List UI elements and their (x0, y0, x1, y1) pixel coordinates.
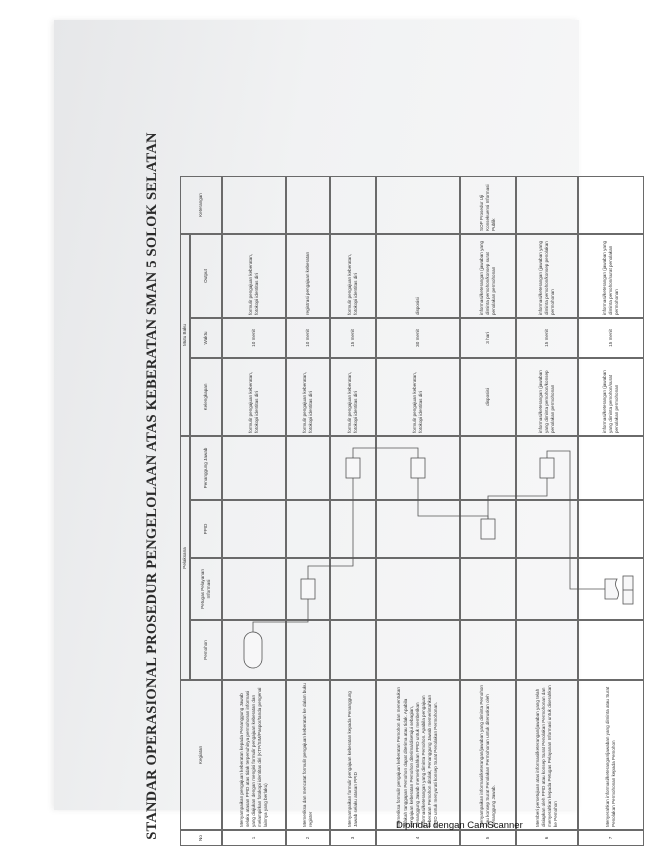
row-5-keterangan: SOP Prosedur Uji Konsekuensi Informasi Publik (460, 176, 516, 234)
row-1-kegiatan: Menyampaikan pengajuan keberatan kepada Penanggung Jawab selaku atasan PPID atas tidak terpenuhinya permohonan informasi yang diajukan dengan mengisi formulir pengajuan keberatan dan melampirkan fotokopi identitas diri (KTP/SIM/Paspor/tanda pengenal lainnya yang berlaku) (222, 680, 286, 830)
row-4-output: disposisi (376, 234, 460, 318)
process-box-3 (346, 458, 360, 478)
connector-2-3 (308, 478, 353, 579)
row-3-waktu: 15 menit (330, 318, 376, 358)
header-petugas: Petugas Pelayanan Informasi (190, 558, 222, 620)
row-4-kegiatan: Memeriksa formulir pengajuan keberatan Pemohon dan menentukan apakah tanggapan Pemohon dapat diterima atau tidak. Apabila pengajuan keberatan Pemohon diterima/disetujui sebagian, Penanggung Jawab memerintahkan PPID untuk memberikan informasi/keterangan yang diminta Pemohon. Apabila pengajuan keberatan Pemohon ditolak, Penanggung Jawab memerintahkan PPID untuk menyurati konsep Surat Penolakan Permohonan. (376, 680, 460, 830)
row-2-no: 2 (286, 830, 330, 846)
document-title: STANDAR OPERASIONAL PROSEDUR PENGELOLAAN ATAS KEBERATAN SMAN 5 SOLOK SELATAN (144, 132, 160, 840)
row-2-kelengkapan: formulir pengajuan keberatan, fotokopi identitas diri (286, 358, 330, 436)
header-waktu: Waktu (190, 318, 222, 358)
row-6-no: 6 (516, 830, 578, 846)
row-5-kegiatan: Menyampaikan informasi/keterangan/jawaban yang diminta Pemohon atau konsep Surat Penolakan Permohonan untuk diteruskan oleh Penanggung Jawab. (460, 680, 516, 830)
row-1-kelengkapan: formulir pengajuan keberatan, fotokopi identitas diri (222, 358, 286, 436)
row-1-waktu: 10 menit (222, 318, 286, 358)
row-3-kegiatan: Menyampaikan formulir pengajuan keberatan kepada Penanggung Jawab selaku atasan PPID (330, 680, 376, 830)
camscanner-watermark: Dipindai dengan CamScanner (396, 820, 523, 831)
header-penanggung-jawab: Penanggung Jawab (190, 436, 222, 500)
row-7-waktu: 15 menit (578, 318, 644, 358)
flowchart (180, 176, 650, 846)
row-7-kelengkapan: informasi/keterangan (jawaban yang diminta pemohon/surat penolakan permohonan (578, 358, 644, 436)
row-1-no: 1 (222, 830, 286, 846)
row-5-output: informasi/keterangan (jawaban yang diminta pemohon/konsep surat penolakan permohonan (460, 234, 516, 318)
header-ppid: PPID (190, 500, 222, 558)
row-6-kelengkapan: informasi/keterangan (jawaban yang diminta pemohon/konsep penolakan permohonan (516, 358, 578, 436)
row-2-kegiatan: Memeriksa dan mencatat formulir pengajuan keberatan ke dalam buku register (286, 680, 330, 830)
header-pelaksana: Pelaksana (180, 436, 190, 680)
header-keterangan: Keterangan (180, 176, 222, 234)
row-7-no: 7 (578, 830, 644, 846)
row-6-kegiatan: Memberi persetujuan atas informasi/keterangan/jawaban yang telah disiapkan oleh PPID atau konsep Surat Penolakan Permohonan dan menyerahkan kepada Petugas Pelayanan Informasi untuk diserahkan ke Pemohon (516, 680, 578, 830)
connector-3-4 (353, 448, 418, 478)
process-box-2 (301, 579, 315, 599)
connector-1-2 (253, 599, 308, 632)
row-6-output: informasi/keterangan (jawaban yang diminta pemohon/konsep penolakan permohonan (516, 234, 578, 318)
document-symbol-7 (605, 579, 619, 599)
header-kelengkapan: Kelengkapan (190, 358, 222, 436)
row-3-output: formulir pengajuan keberatan, fotokopi identitas diri (330, 234, 376, 318)
connector-4-5 (418, 478, 488, 539)
connector-5-6 (488, 478, 547, 519)
row-5-waktu: 3 hari (460, 318, 516, 358)
header-mutu-baku: Mutu Baku (180, 234, 190, 436)
row-5-kelengkapan: disposisi (460, 358, 516, 436)
row-4-waktu: 30 menit (376, 318, 460, 358)
row-7-output: informasi/keterangan (jawaban yang diminta pemohon/surat penolakan permohonan (578, 234, 644, 318)
start-terminator (244, 632, 262, 668)
row-1-output: formulir pengajuan keberatan, fotokopi identitas diri (222, 234, 286, 318)
process-box-4 (411, 458, 425, 478)
landscape-document (144, 126, 654, 846)
row-7-kegiatan: Menyerahkan informasi/keterangan/jawaban yang diminta atau Surat Penolakan Permohonan kepada Pemohon (578, 680, 644, 830)
row-2-waktu: 10 menit (286, 318, 330, 358)
row-3-no: 3 (330, 830, 376, 846)
row-3-kelengkapan: formulir pengajuan keberatan, fotokopi identitas diri (330, 358, 376, 436)
process-box-5 (481, 519, 495, 539)
row-6-waktu: 15 menit (516, 318, 578, 358)
process-box-6 (540, 458, 554, 478)
header-kegiatan: Kegiatan (180, 680, 222, 830)
row-4-kelengkapan: formulir pengajuan keberatan, fotokopi identitas diri (376, 358, 460, 436)
header-pemohon: Pemohon (190, 620, 222, 680)
row-5-no: 5 (460, 830, 516, 846)
row-2-output: registrasi pengajuan keberatan (286, 234, 330, 318)
connector-6-7 (547, 451, 605, 589)
header-no: No (180, 830, 222, 846)
header-output: Output (190, 234, 222, 318)
row-4-no: 4 (376, 830, 460, 846)
